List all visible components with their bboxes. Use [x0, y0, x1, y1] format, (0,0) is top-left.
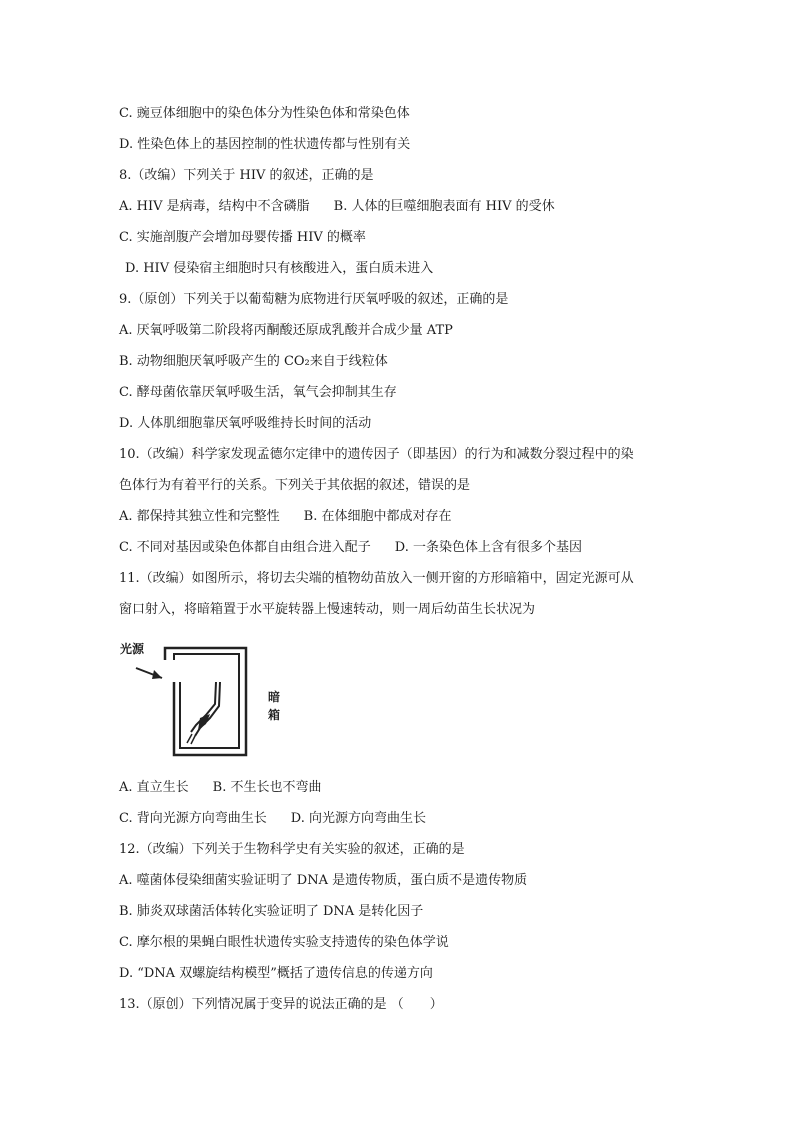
- option-d-q10: D. 一条染色体上含有很多个基因: [394, 540, 582, 555]
- option-a-q10: A. 都保持其独立性和完整性: [119, 509, 280, 524]
- option-c-q8: C. 实施剖腹产会增加母婴传播 HIV 的概率: [119, 230, 366, 245]
- light-source-label: 光源: [120, 642, 145, 656]
- question-9: 9.（原创）下列关于以葡萄糖为底物进行厌氧呼吸的叙述，正确的是: [119, 292, 509, 307]
- question-13: 13.（原创）下列情况属于变异的说法正确的是 （ ）: [119, 997, 443, 1012]
- options-ab-q11: [119, 780, 321, 796]
- option-d-q11: D. 向光源方向弯曲生长: [290, 811, 426, 826]
- option-c-q10: C. 不同对基因或染色体都自由组合进入配子: [119, 540, 371, 555]
- option-a-q8: A. HIV 是病毒，结构中不含磷脂: [119, 199, 310, 214]
- option-c-q12: C. 摩尔根的果蝇白眼性状遗传实验支持遗传的染色体学说: [119, 935, 449, 950]
- option-b-q8: B. 人体的巨噬细胞表面有 HIV 的受休: [333, 199, 555, 214]
- question-12: 12.（改编）下列关于生物科学史有关实验的叙述，正确的是: [119, 842, 465, 857]
- option-d-q12: D. “DNA 双螺旋结构模型”概括了遗传信息的传递方向: [119, 966, 433, 981]
- options-cd-q10: [119, 540, 582, 556]
- option-a-q11: A. 直立生长: [119, 780, 189, 795]
- dark-box-figure: [118, 640, 288, 765]
- seedling-dark-region: [198, 714, 210, 730]
- option-b-q9: B. 动物细胞厌氧呼吸产生的 CO₂来自于线粒体: [119, 354, 388, 369]
- option-d-q7: D. 性染色体上的基因控制的性状遗传都与性别有关: [119, 137, 411, 152]
- question-8: 8.（改编）下列关于 HIV 的叙述，正确的是: [119, 168, 374, 183]
- question-10-line-1: 10.（改编）科学家发现孟德尔定律中的遗传因子（即基因）的行为和减数分裂过程中的染: [119, 447, 634, 462]
- seedling-base: [187, 734, 195, 744]
- option-b-q12: B. 肺炎双球菌活体转化实验证明了 DNA 是转化因子: [119, 904, 424, 919]
- dark-box-label-2: 箱: [268, 708, 281, 722]
- option-b-q11: B. 不生长也不弯曲: [212, 780, 322, 795]
- question-11-line-2: 窗口射入，将暗箱置于水平旋转器上慢速转动，则一周后幼苗生长状况为: [119, 602, 536, 617]
- options-ab-q10: [119, 509, 451, 525]
- option-c-q11: C. 背向光源方向弯曲生长: [119, 811, 267, 826]
- option-a-q12: A. 噬菌体侵染细菌实验证明了 DNA 是遗传物质，蛋白质不是遗传物质: [119, 873, 528, 888]
- question-10-line-2: 色体行为有着平行的关系。下列关于其依据的叙述，错误的是: [119, 478, 471, 493]
- light-arrow-icon: [152, 670, 162, 679]
- dark-box-diagram: [118, 640, 288, 765]
- option-c-q7: C. 豌豆体细胞中的染色体分为性染色体和常染色体: [119, 106, 410, 121]
- dark-box-label-1: 暗: [268, 690, 281, 704]
- box-outer-wall: [165, 648, 246, 755]
- option-c-q9: C. 酵母菌依靠厌氧呼吸生活，氧气会抑制其生存: [119, 385, 397, 400]
- option-b-q10: B. 在体细胞中都成对存在: [303, 509, 452, 524]
- options-ab-q8: [119, 199, 555, 215]
- question-11-line-1: 11.（改编）如图所示，将切去尖端的植物幼苗放入一侧开窗的方形暗箱中，固定光源可从: [119, 571, 634, 586]
- option-a-q9: A. 厌氧呼吸第二阶段将丙酮酸还原成乳酸并合成少量 ATP: [119, 323, 453, 338]
- option-d-q8: D. HIV 侵染宿主细胞时只有核酸进入，蛋白质未进入: [125, 261, 434, 276]
- box-inner-wall: [174, 654, 239, 748]
- option-d-q9: D. 人体肌细胞靠厌氧呼吸维持长时间的活动: [119, 416, 372, 431]
- options-cd-q11: [119, 811, 426, 827]
